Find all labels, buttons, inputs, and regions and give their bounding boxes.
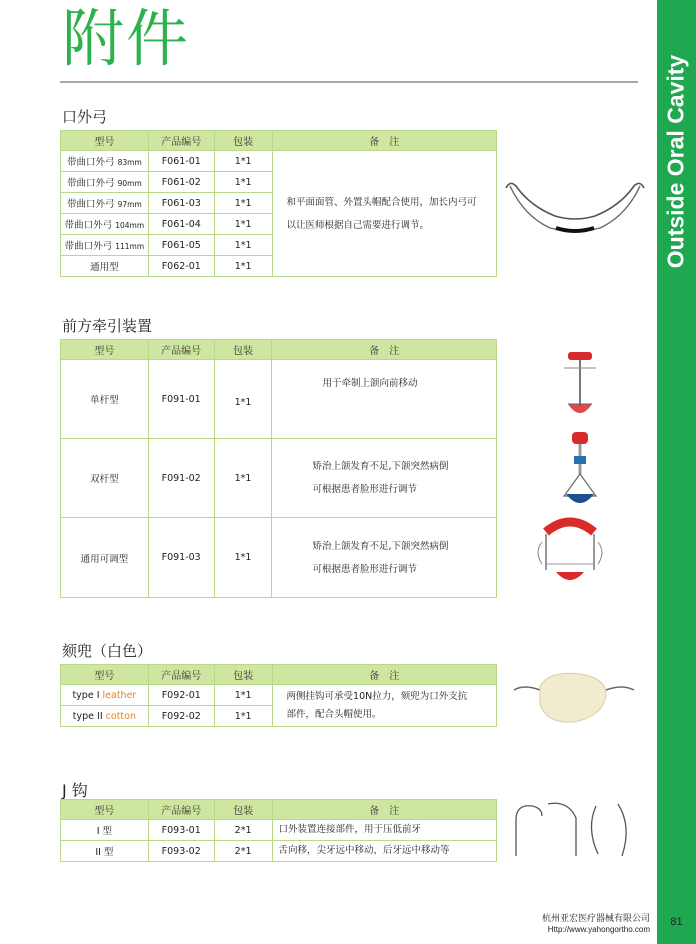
note-line: 矫治上颌发育不足,下颌突然病倒 [312,461,449,472]
pack-cell: 1*1 [214,235,272,256]
size-text: 90mm [117,179,142,188]
table-header-row [61,340,497,360]
header-model: 型号 [61,800,149,820]
pack-cell: 1*1 [214,214,272,235]
code-cell: F093-01 [148,820,214,841]
note-line: 和平面面管、外置头帽配合使用，加长内弓可 [286,196,477,208]
jhook-table [60,799,497,862]
table-row [61,841,497,862]
table-row [61,518,497,598]
header-note: 备 注 [272,340,497,360]
note-cell [272,439,497,518]
material-text: leather [102,689,137,701]
pack-cell: 2*1 [214,820,272,841]
code-cell: F061-03 [148,193,214,214]
table-row [61,360,497,439]
size-text: 104mm [115,221,145,230]
note-line: 两侧挂钩可承受10N拉力，颏兜为口外支抗 [286,690,468,702]
model-cell [61,685,149,706]
table-row [61,820,497,841]
model-cell: I 型 [61,820,149,841]
code-cell: F061-02 [148,172,214,193]
pack-cell: 1*1 [214,360,272,439]
header-code: 产品编号 [148,131,214,151]
table-header-row [61,665,497,685]
pack-cell: 1*1 [214,151,272,172]
code-cell: F092-01 [148,685,214,706]
header-model: 型号 [61,665,149,685]
footer-url: Http://www.yahongortho.com [547,925,650,934]
model-cell [61,256,149,277]
note-cell [272,518,497,598]
pack-cell: 1*1 [214,706,272,727]
material-text: cotton [105,710,136,722]
note-cell [272,685,496,727]
header-code: 产品编号 [148,665,214,685]
header-code: 产品编号 [148,340,214,360]
code-cell: F093-02 [148,841,214,862]
header-pack: 包装 [214,131,272,151]
header-note: 备 注 [272,800,496,820]
single-rod-facemask-image [550,348,610,428]
size-text: 97mm [117,200,142,209]
model-text: type II [72,710,106,722]
note-cell [272,151,496,277]
code-cell: F062-01 [148,256,214,277]
page-number: 81 [670,916,683,928]
note-line: 可根据患者脸形进行调节 [312,484,417,495]
header-note: 备 注 [272,665,496,685]
note-cell: 舌向移，尖牙远中移动，后牙远中移动等 [272,841,496,862]
pack-cell: 1*1 [214,256,272,277]
double-rod-facemask-image [548,430,612,512]
section-title-jhook: J 钩 [62,781,88,800]
model-cell: II 型 [61,841,149,862]
header-code: 产品编号 [148,800,214,820]
pack-cell: 1*1 [214,439,272,518]
size-text: 83mm [117,158,142,167]
note-line: 可根据患者脸形进行调节 [312,563,417,575]
code-cell: F092-02 [148,706,214,727]
side-label: Outside Oral Cavity [662,54,689,269]
code-cell: F061-05 [148,235,214,256]
header-pack: 包装 [214,800,272,820]
section-title-facebow: 口外弓 [62,108,108,126]
table-row [61,151,497,172]
model-text: 带曲口外弓 [67,157,115,168]
pack-cell: 2*1 [214,841,272,862]
code-cell: F091-01 [148,360,214,439]
page-title: 附件 [62,2,191,75]
header-pack: 包装 [214,665,272,685]
chin-cup-image [510,664,640,730]
table-row [61,439,497,518]
pack-cell: 1*1 [214,685,272,706]
code-cell: F091-02 [148,439,214,518]
j-hook-image [506,798,636,860]
adjustable-facemask-image [530,512,610,592]
model-text: 带曲口外弓 [64,220,113,231]
model-cell: 通用可调型 [61,518,149,598]
facebow-image [500,176,650,236]
section-title-chincup: 颏兜（白色） [62,642,153,660]
note-line: 矫治上颌发育不足,下颌突然病倒 [312,540,449,552]
pack-cell: 1*1 [214,172,272,193]
note-line: 部件，配合头帽使用。 [286,708,382,720]
table-header-row [61,131,497,151]
header-model: 型号 [61,340,149,360]
code-cell: F061-01 [148,151,214,172]
table-header-row [61,800,497,820]
facebow-table [60,130,497,277]
header-note: 备 注 [272,131,496,151]
model-text: 通用型 [90,262,119,273]
model-cell: 双杆型 [61,439,149,518]
model-cell: 单杆型 [61,360,149,439]
model-text: 带曲口外弓 [67,199,115,210]
header-pack: 包装 [214,340,272,360]
chincup-table [60,664,497,727]
footer-company: 杭州亚宏医疗器械有限公司 [541,914,650,924]
model-cell [61,172,149,193]
title-divider [60,81,638,83]
note-cell: 口外装置连接部件，用于压低前牙 [272,820,496,841]
model-cell [61,214,149,235]
model-text: 带曲口外弓 [67,178,115,189]
header-model: 型号 [61,131,149,151]
model-cell [61,193,149,214]
side-label-container [654,54,696,538]
traction-table [60,339,497,598]
note-line: 用于牵制上颌向前移动 [322,378,418,389]
code-cell: F061-04 [148,214,214,235]
size-text: 111mm [115,242,145,251]
note-line: 以让医师根据自己需要进行调节。 [286,219,430,231]
pack-cell: 1*1 [214,193,272,214]
pack-cell: 1*1 [214,518,272,598]
code-cell: F091-03 [148,518,214,598]
note-cell [272,360,497,439]
model-cell [61,151,149,172]
table-row [61,685,497,706]
model-text: type I [72,689,103,701]
section-title-traction: 前方牵引装置 [62,317,153,335]
model-text: 带曲口外弓 [64,241,113,252]
model-cell [61,706,149,727]
model-cell [61,235,149,256]
